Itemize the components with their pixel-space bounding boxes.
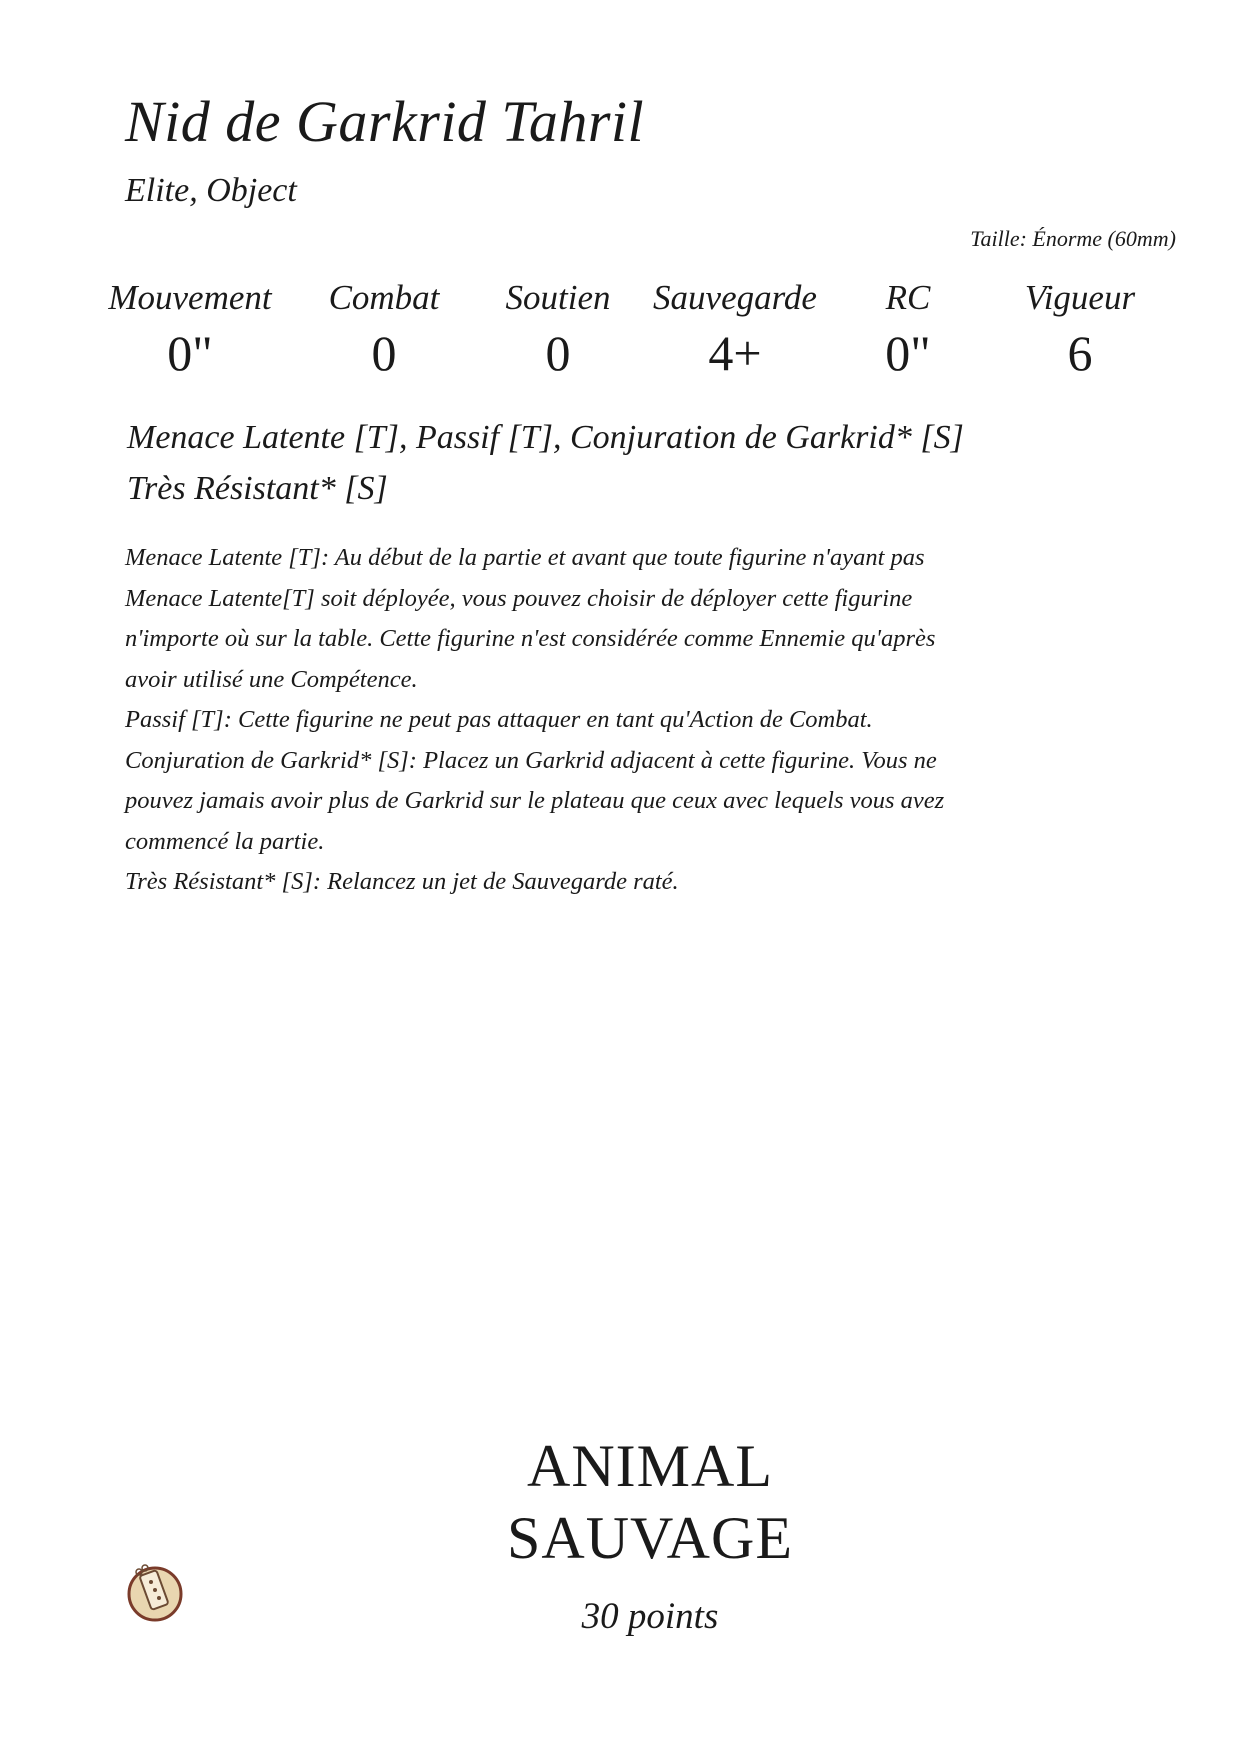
stat-combat bbox=[294, 278, 474, 382]
ability-descriptions bbox=[125, 538, 1125, 903]
stat-value: 4+ bbox=[708, 325, 762, 381]
faction-line: SAUVAGE bbox=[507, 1505, 793, 1571]
card-title: Nid de Garkrid Tahril bbox=[125, 89, 645, 154]
description-line: n'importe où sur la table. Cette figurine n'est considérée comme Ennemie qu'après bbox=[125, 625, 936, 652]
stat-label: Sauvegarde bbox=[653, 278, 817, 317]
stat-value: 0" bbox=[167, 325, 213, 381]
stat-label: Vigueur bbox=[1024, 278, 1136, 317]
ability-list bbox=[127, 412, 964, 514]
stat-soutien bbox=[468, 278, 648, 382]
stat-value: 0 bbox=[545, 325, 571, 381]
stat-value: 0" bbox=[885, 325, 931, 381]
stat-value: 6 bbox=[1067, 325, 1093, 381]
card-keywords: Elite, Object bbox=[125, 172, 297, 209]
stat-value: 0 bbox=[371, 325, 397, 381]
stat-vigueur bbox=[990, 278, 1170, 382]
faction-line: ANIMAL bbox=[527, 1433, 773, 1499]
points-cost: 30 points bbox=[581, 1596, 719, 1637]
base-size: Taille: Énorme (60mm) bbox=[970, 226, 1176, 251]
description-line: Très Résistant* [S]: Relancez un jet de Sauvegarde raté. bbox=[125, 868, 679, 895]
faction-name bbox=[0, 1430, 1241, 1574]
description-line: pouvez jamais avoir plus de Garkrid sur le plateau que ceux avec lequels vous avez bbox=[125, 787, 945, 814]
stat-label: Soutien bbox=[505, 278, 611, 317]
description-line: Conjuration de Garkrid* [S]: Placez un Garkrid adjacent à cette figurine. Vous ne bbox=[125, 746, 937, 774]
stat-rc bbox=[818, 278, 998, 382]
description-line: commencé la partie. bbox=[125, 827, 325, 855]
ability-list-line: Très Résistant* [S] bbox=[127, 470, 388, 507]
stat-mouvement bbox=[100, 278, 280, 382]
ability-list-line: Menace Latente [T], Passif [T], Conjuration de Garkrid* [S] bbox=[127, 419, 964, 456]
stat-label: RC bbox=[885, 278, 931, 317]
description-line: Passif [T]: Cette figurine ne peut pas attaquer en tant qu'Action de Combat. bbox=[125, 706, 873, 733]
description-line: avoir utilisé une Compétence. bbox=[125, 665, 418, 693]
stat-label: Combat bbox=[328, 278, 440, 317]
stat-sauvegarde bbox=[645, 278, 825, 382]
description-line: Menace Latente [T]: Au début de la partie et avant que toute figurine n'ayant pas bbox=[125, 544, 925, 571]
stat-label: Mouvement bbox=[108, 278, 272, 317]
description-line: Menace Latente[T] soit déployée, vous pouvez choisir de déployer cette figurine bbox=[125, 584, 913, 612]
